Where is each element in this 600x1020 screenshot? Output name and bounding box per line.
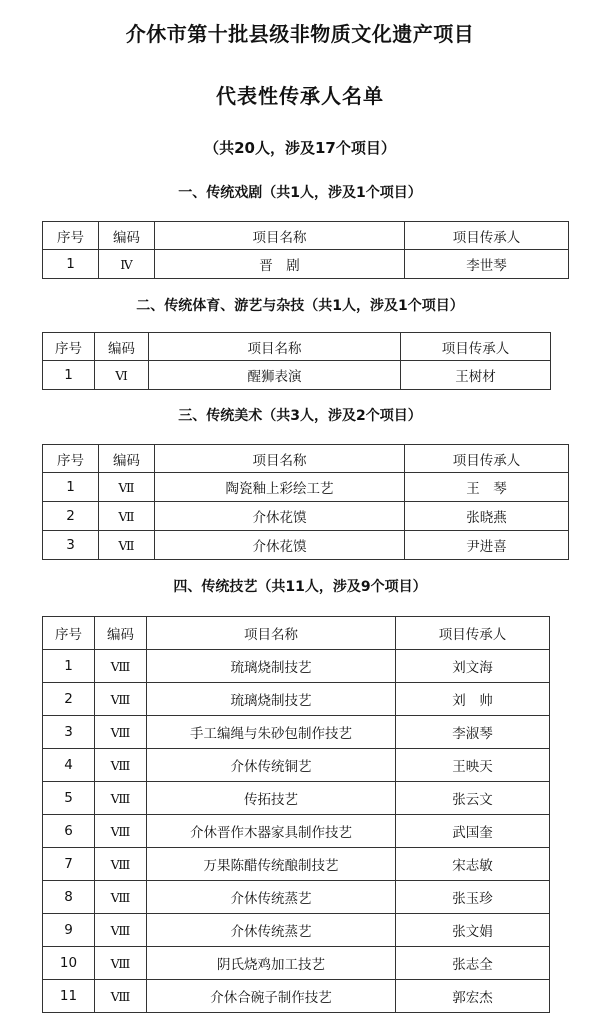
- table-craftsmanship: [42, 616, 550, 1013]
- cell-inheritor: 张文娟: [396, 914, 550, 947]
- col-header-no: 序号: [43, 333, 95, 361]
- col-header-project: 项目名称: [147, 617, 396, 650]
- cell-no: 8: [43, 881, 95, 914]
- cell-no: 1: [43, 650, 95, 683]
- cell-no: 6: [43, 815, 95, 848]
- cell-code: Ⅷ: [95, 881, 147, 914]
- table-row: [43, 250, 569, 279]
- cell-code: Ⅶ: [99, 531, 155, 560]
- cell-inheritor: 王 琴: [405, 473, 569, 502]
- col-header-code: 编码: [95, 617, 147, 650]
- cell-inheritor: 张云文: [396, 782, 550, 815]
- cell-inheritor: 李淑琴: [396, 716, 550, 749]
- cell-code: Ⅷ: [95, 815, 147, 848]
- cell-code: Ⅷ: [95, 782, 147, 815]
- col-header-code: 编码: [99, 445, 155, 473]
- cell-code: Ⅵ: [95, 361, 149, 390]
- cell-code: Ⅷ: [95, 947, 147, 980]
- cell-code: Ⅷ: [95, 848, 147, 881]
- table-fine-arts: [42, 444, 569, 560]
- cell-code: Ⅷ: [95, 980, 147, 1013]
- cell-inheritor: 尹进喜: [405, 531, 569, 560]
- table-row: [43, 716, 550, 749]
- table-header-row: [43, 617, 550, 650]
- cell-no: 1: [43, 473, 99, 502]
- cell-inheritor: 张晓燕: [405, 502, 569, 531]
- cell-project: 介休花馍: [155, 531, 405, 560]
- table-row: [43, 361, 551, 390]
- table-row: [43, 980, 550, 1013]
- cell-inheritor: 宋志敏: [396, 848, 550, 881]
- col-header-no: 序号: [43, 445, 99, 473]
- cell-inheritor: 张志全: [396, 947, 550, 980]
- table-row: [43, 815, 550, 848]
- cell-project: 陶瓷釉上彩绘工艺: [155, 473, 405, 502]
- col-header-inheritor: 项目传承人: [396, 617, 550, 650]
- table-row: [43, 881, 550, 914]
- table-row: [43, 473, 569, 502]
- cell-project: 醒狮表演: [149, 361, 401, 390]
- section-heading-sports: 二、传统体育、游艺与杂技（共1人，涉及1个项目）: [136, 298, 464, 314]
- cell-inheritor: 李世琴: [405, 250, 569, 279]
- table-header-row: [43, 445, 569, 473]
- document-summary: （共20人，涉及17个项目）: [204, 139, 396, 157]
- col-header-inheritor: 项目传承人: [405, 445, 569, 473]
- cell-project: 万果陈醋传统酿制技艺: [147, 848, 396, 881]
- table-row: [43, 947, 550, 980]
- cell-inheritor: 刘文海: [396, 650, 550, 683]
- cell-project: 手工编绳与朱砂包制作技艺: [147, 716, 396, 749]
- cell-code: Ⅷ: [95, 716, 147, 749]
- cell-no: 3: [43, 531, 99, 560]
- cell-no: 1: [43, 250, 99, 279]
- col-header-no: 序号: [43, 222, 99, 250]
- cell-project: 介休传统蒸艺: [147, 914, 396, 947]
- cell-project: 阴氏烧鸡加工技艺: [147, 947, 396, 980]
- cell-no: 4: [43, 749, 95, 782]
- cell-code: Ⅷ: [95, 749, 147, 782]
- cell-project: 介休晋作木器家具制作技艺: [147, 815, 396, 848]
- cell-code: Ⅷ: [95, 683, 147, 716]
- cell-no: 9: [43, 914, 95, 947]
- cell-inheritor: 王树材: [401, 361, 551, 390]
- col-header-project: 项目名称: [155, 222, 405, 250]
- cell-project: 琉璃烧制技艺: [147, 683, 396, 716]
- cell-code: Ⅳ: [99, 250, 155, 279]
- cell-code: Ⅷ: [95, 914, 147, 947]
- table-row: [43, 650, 550, 683]
- cell-no: 1: [43, 361, 95, 390]
- col-header-project: 项目名称: [155, 445, 405, 473]
- col-header-code: 编码: [95, 333, 149, 361]
- cell-project: 晋 剧: [155, 250, 405, 279]
- cell-inheritor: 刘 帅: [396, 683, 550, 716]
- cell-code: Ⅷ: [95, 650, 147, 683]
- table-row: [43, 531, 569, 560]
- cell-project: 介休花馍: [155, 502, 405, 531]
- cell-no: 3: [43, 716, 95, 749]
- cell-no: 5: [43, 782, 95, 815]
- table-row: [43, 749, 550, 782]
- cell-no: 7: [43, 848, 95, 881]
- table-drama: [42, 221, 569, 279]
- col-header-project: 项目名称: [149, 333, 401, 361]
- col-header-inheritor: 项目传承人: [401, 333, 551, 361]
- table-row: [43, 848, 550, 881]
- section-heading-craftsmanship: 四、传统技艺（共11人，涉及9个项目）: [173, 579, 427, 595]
- cell-project: 介休传统蒸艺: [147, 881, 396, 914]
- cell-inheritor: 张玉珍: [396, 881, 550, 914]
- document-subtitle: 代表性传承人名单: [216, 84, 384, 108]
- col-header-inheritor: 项目传承人: [405, 222, 569, 250]
- table-header-row: [43, 222, 569, 250]
- section-heading-fine-arts: 三、传统美术（共3人，涉及2个项目）: [178, 408, 422, 424]
- cell-no: 11: [43, 980, 95, 1013]
- cell-no: 10: [43, 947, 95, 980]
- cell-inheritor: 郭宏杰: [396, 980, 550, 1013]
- cell-inheritor: 王映天: [396, 749, 550, 782]
- cell-project: 介休合碗子制作技艺: [147, 980, 396, 1013]
- document-title: 介休市第十批县级非物质文化遗产项目: [125, 22, 475, 46]
- table-row: [43, 914, 550, 947]
- section-heading-drama: 一、传统戏剧（共1人，涉及1个项目）: [178, 185, 422, 201]
- cell-no: 2: [43, 502, 99, 531]
- table-header-row: [43, 333, 551, 361]
- table-row: [43, 782, 550, 815]
- cell-inheritor: 武国奎: [396, 815, 550, 848]
- cell-no: 2: [43, 683, 95, 716]
- cell-project: 琉璃烧制技艺: [147, 650, 396, 683]
- cell-project: 传拓技艺: [147, 782, 396, 815]
- cell-project: 介休传统铜艺: [147, 749, 396, 782]
- col-header-code: 编码: [99, 222, 155, 250]
- table-sports: [42, 332, 551, 390]
- col-header-no: 序号: [43, 617, 95, 650]
- table-row: [43, 502, 569, 531]
- cell-code: Ⅶ: [99, 473, 155, 502]
- table-row: [43, 683, 550, 716]
- cell-code: Ⅶ: [99, 502, 155, 531]
